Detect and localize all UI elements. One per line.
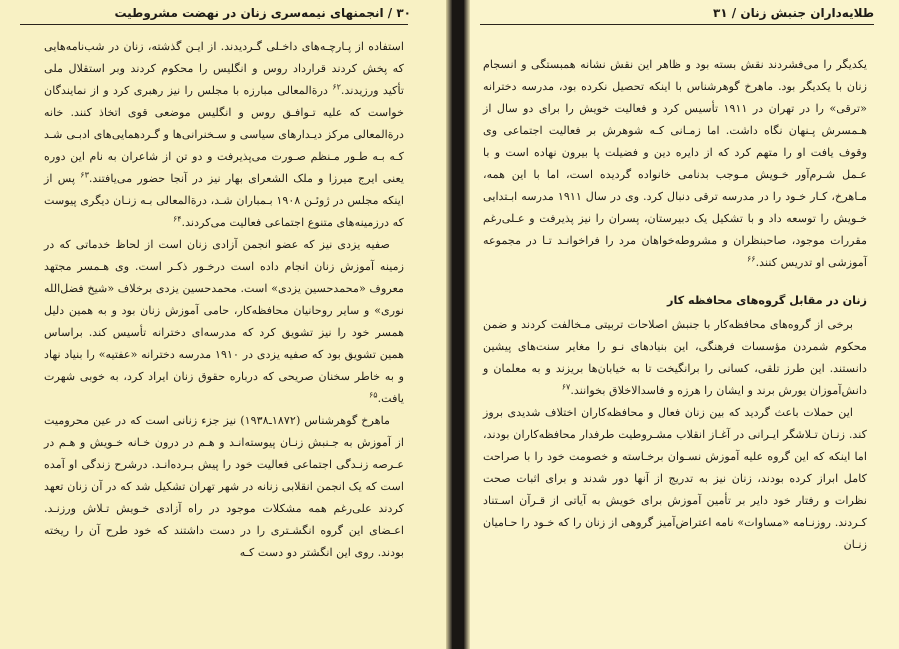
- footnote-marker: ۶۳: [80, 170, 89, 180]
- left-page-body: [44, 36, 404, 564]
- section-heading: زنان در مقابل گروه‌های محافظه کار: [667, 294, 867, 307]
- left-paragraph-1: [44, 36, 404, 234]
- paragraph-text: درةالمعالی مبارزه با مجلس را نیز رهبری کرد و از نمایندگان خواست که علیه تـوافـق روس و انگلیس موضعی قوی اتخاذ کنند. خانه درةالمعالی مرکز دیـدارهای سیاسی و سـخنرانی‌ها و گـردهمایی‌های ادبـی شـد کـه بـه طـور مـنظم صـورت می‌پذیرفت و دو تن از شاعران به نام این دوره یعنی ایرج میرزا و ملک الشعرای بهار نیز در آنجا حضور می‌یافتند.: [44, 84, 404, 185]
- left-header-rule: [20, 24, 408, 25]
- footnote-marker: ۶۷: [561, 382, 571, 392]
- footnote-marker: ۶۲: [332, 82, 341, 92]
- left-page-header: ۳۰ / انجمنهای نیمه‌سری زنان در نهضت مشروطیت: [114, 6, 411, 20]
- paragraph-text: این حملات باعث گردید که بین زنان فعال و محافظه‌کاران اختلاف شدیدی بروز کند. زنـان تـلاشگر ایـرانی در آغـاز انقلاب مشـروطیت طرفدار محافظه‌کاران بودند، اما اینکه که این گروه علیه آموزش نسـوان برخـاسته و خصومت خود را با صراحت کامل ابراز کرده بودند، زنان نیز به تدریج از آنها دور شدند و برای اثبات صحت نظرات و رفتار خود دایر بر تأمین آموزش برای خویش به آیاتی از قـرآن اسـتناد کـردند. روزنـامه «مساوات» نامه اعتراض‌آمیز گروهی از زنان را که خـود را حـامیان زنـان: [483, 406, 867, 551]
- paragraph-text: استفاده از پـارچـه‌های داخـلی گـردیدند. از ایـن گذشته، زنان در شب‌نامه‌هایی که پخش کردند قرارداد روس و انگلیس را محکوم کردند وبر استقلال ملی تأکید ورزیدند.: [44, 40, 405, 97]
- left-paragraph-2: [44, 234, 404, 410]
- right-header-rule: [480, 24, 874, 25]
- book-gutter: [446, 0, 470, 649]
- right-paragraph-3: [483, 402, 867, 556]
- right-paragraph-1: [483, 54, 867, 274]
- paragraph-text: یکدیگر را می‌فشردند نقش بسته بود و ظاهر این نقش نشانه همبستگی و انسجام زنان با یکدیگر بود. ماهرخ گوهرشناس با اینکه تحصیل نکرده بود، مدرسه دخترانه «ترقی» را در تهران در ۱۹۱۱ تأسیس کرد و فعالیت خویش را برای دو سال از هـمسرش پـنهان نگاه داشت. اما زمـانی کـه شوهرش بر فعالیت اجتماعی وی وقوف یافت او را متهم کرد که از دایره دین و فضیلت پا بیرون نهاده است و با عـمل شـرم‌آور خـویش مـوجب بدنامی خانواده گردیده است، اما با این همه، مـاهرخ، کـار خـود را در مدرسه ترقی دنبال کرد. وی در سال ۱۹۱۱ مدرسه ابـتدایی خـویش را توسعه داد و با تشکیل یک دبیرستان، پسران را نیز پذیرفت و عـلی‌رغم مقررات موجود، صاحبنظران و مشروطه‌خواهان مرد را فراخوانـد تـا در مجموعه آموزشی او تدریس کنند.: [483, 58, 868, 269]
- footnote-marker: ۶۴: [172, 214, 182, 224]
- footnote-marker: ۶۶: [746, 254, 756, 264]
- left-page: [0, 0, 446, 649]
- paragraph-text: ماهرخ گوهرشناس (۱۸۷۲ـ۱۹۳۸) نیز جزء زنانی است که در عین محرومیت از آموزش به جـنبش زنـان پیوسته‌انـد و هـم در درون خـانه خـویش و هـم در عـرصه زنـدگی اجتماعی فعالیت خود را پیش بـرده‌انـد. درشرح زندگی او آمده است که یک انجمن انقلابی زنانه در شهر تهران تشکیل شد که در آن زنان تعهد کردند علی‌رغم همه مشکلات موجود در راه آزادی خـویش تـلاش ورزنـد. اعـضای این گروه انگشـتری را در دست داشتند که خود طرح آن را ریخته بودند. روی این انگشتر دو دست کـه: [44, 414, 404, 559]
- right-paragraph-2: [483, 314, 867, 402]
- right-page-body: [483, 54, 867, 556]
- footnote-marker: ۶۵: [368, 390, 378, 400]
- right-page-header: طلایه‌داران جنبش زنان / ۳۱: [712, 6, 874, 20]
- paragraph-text: برخی از گروه‌های محافظه‌کار با جنبش اصلاحات تربیتی مـخالفت کردند و ضمن محکوم شمردن مؤسسات فرهنگی، این بنیادهای نـو را مغایر سنت‌های پیشین دانستند. این طرز تلقی، کسانی را برانگیخت تا به خیابان‌ها بریزند و به معلمان و دانش‌آموزان یورش برند و ایشان را هرزه و فاسدالاخلاق بخوانند.: [483, 318, 867, 397]
- right-page: [470, 0, 899, 649]
- paragraph-text: پس از اینکه مجلس در ژوئـن ۱۹۰۸ بـمباران شـد، درةالمعالی بـه زنـان دیگری پیوست که درزمینه‌های متنوع اجتماعی فعالیت می‌کردند.: [44, 172, 404, 229]
- paragraph-text: صفیه یزدی نیز که عضو انجمن آزادی زنان است از لحاظ خدماتی که در زمینه آموزش زنان انجام داده است درخـور ذکـر است. وی هـمسر مجتهد معروف «محمدحسین یزدی» است. محمدحسین یزدی برخلاف «شیخ فضل‌الله نوری» و سایر روحانیان محافظه‌کار، حامی آموزش زنان بود و به همین دلیل همسر خود را نیز تشویق کرد که مدرسه‌ای دخترانه تأسیس کند. براساس همین تشویق بود که صفیه یزدی در ۱۹۱۰ مدرسه دخترانه «عفتیه» را بنیاد نهاد و به خاطر سخنان صریحی که درباره حقوق زنان ایراد کرد، به خوبی شهرت یافت.: [44, 238, 404, 405]
- left-paragraph-3: [44, 410, 404, 564]
